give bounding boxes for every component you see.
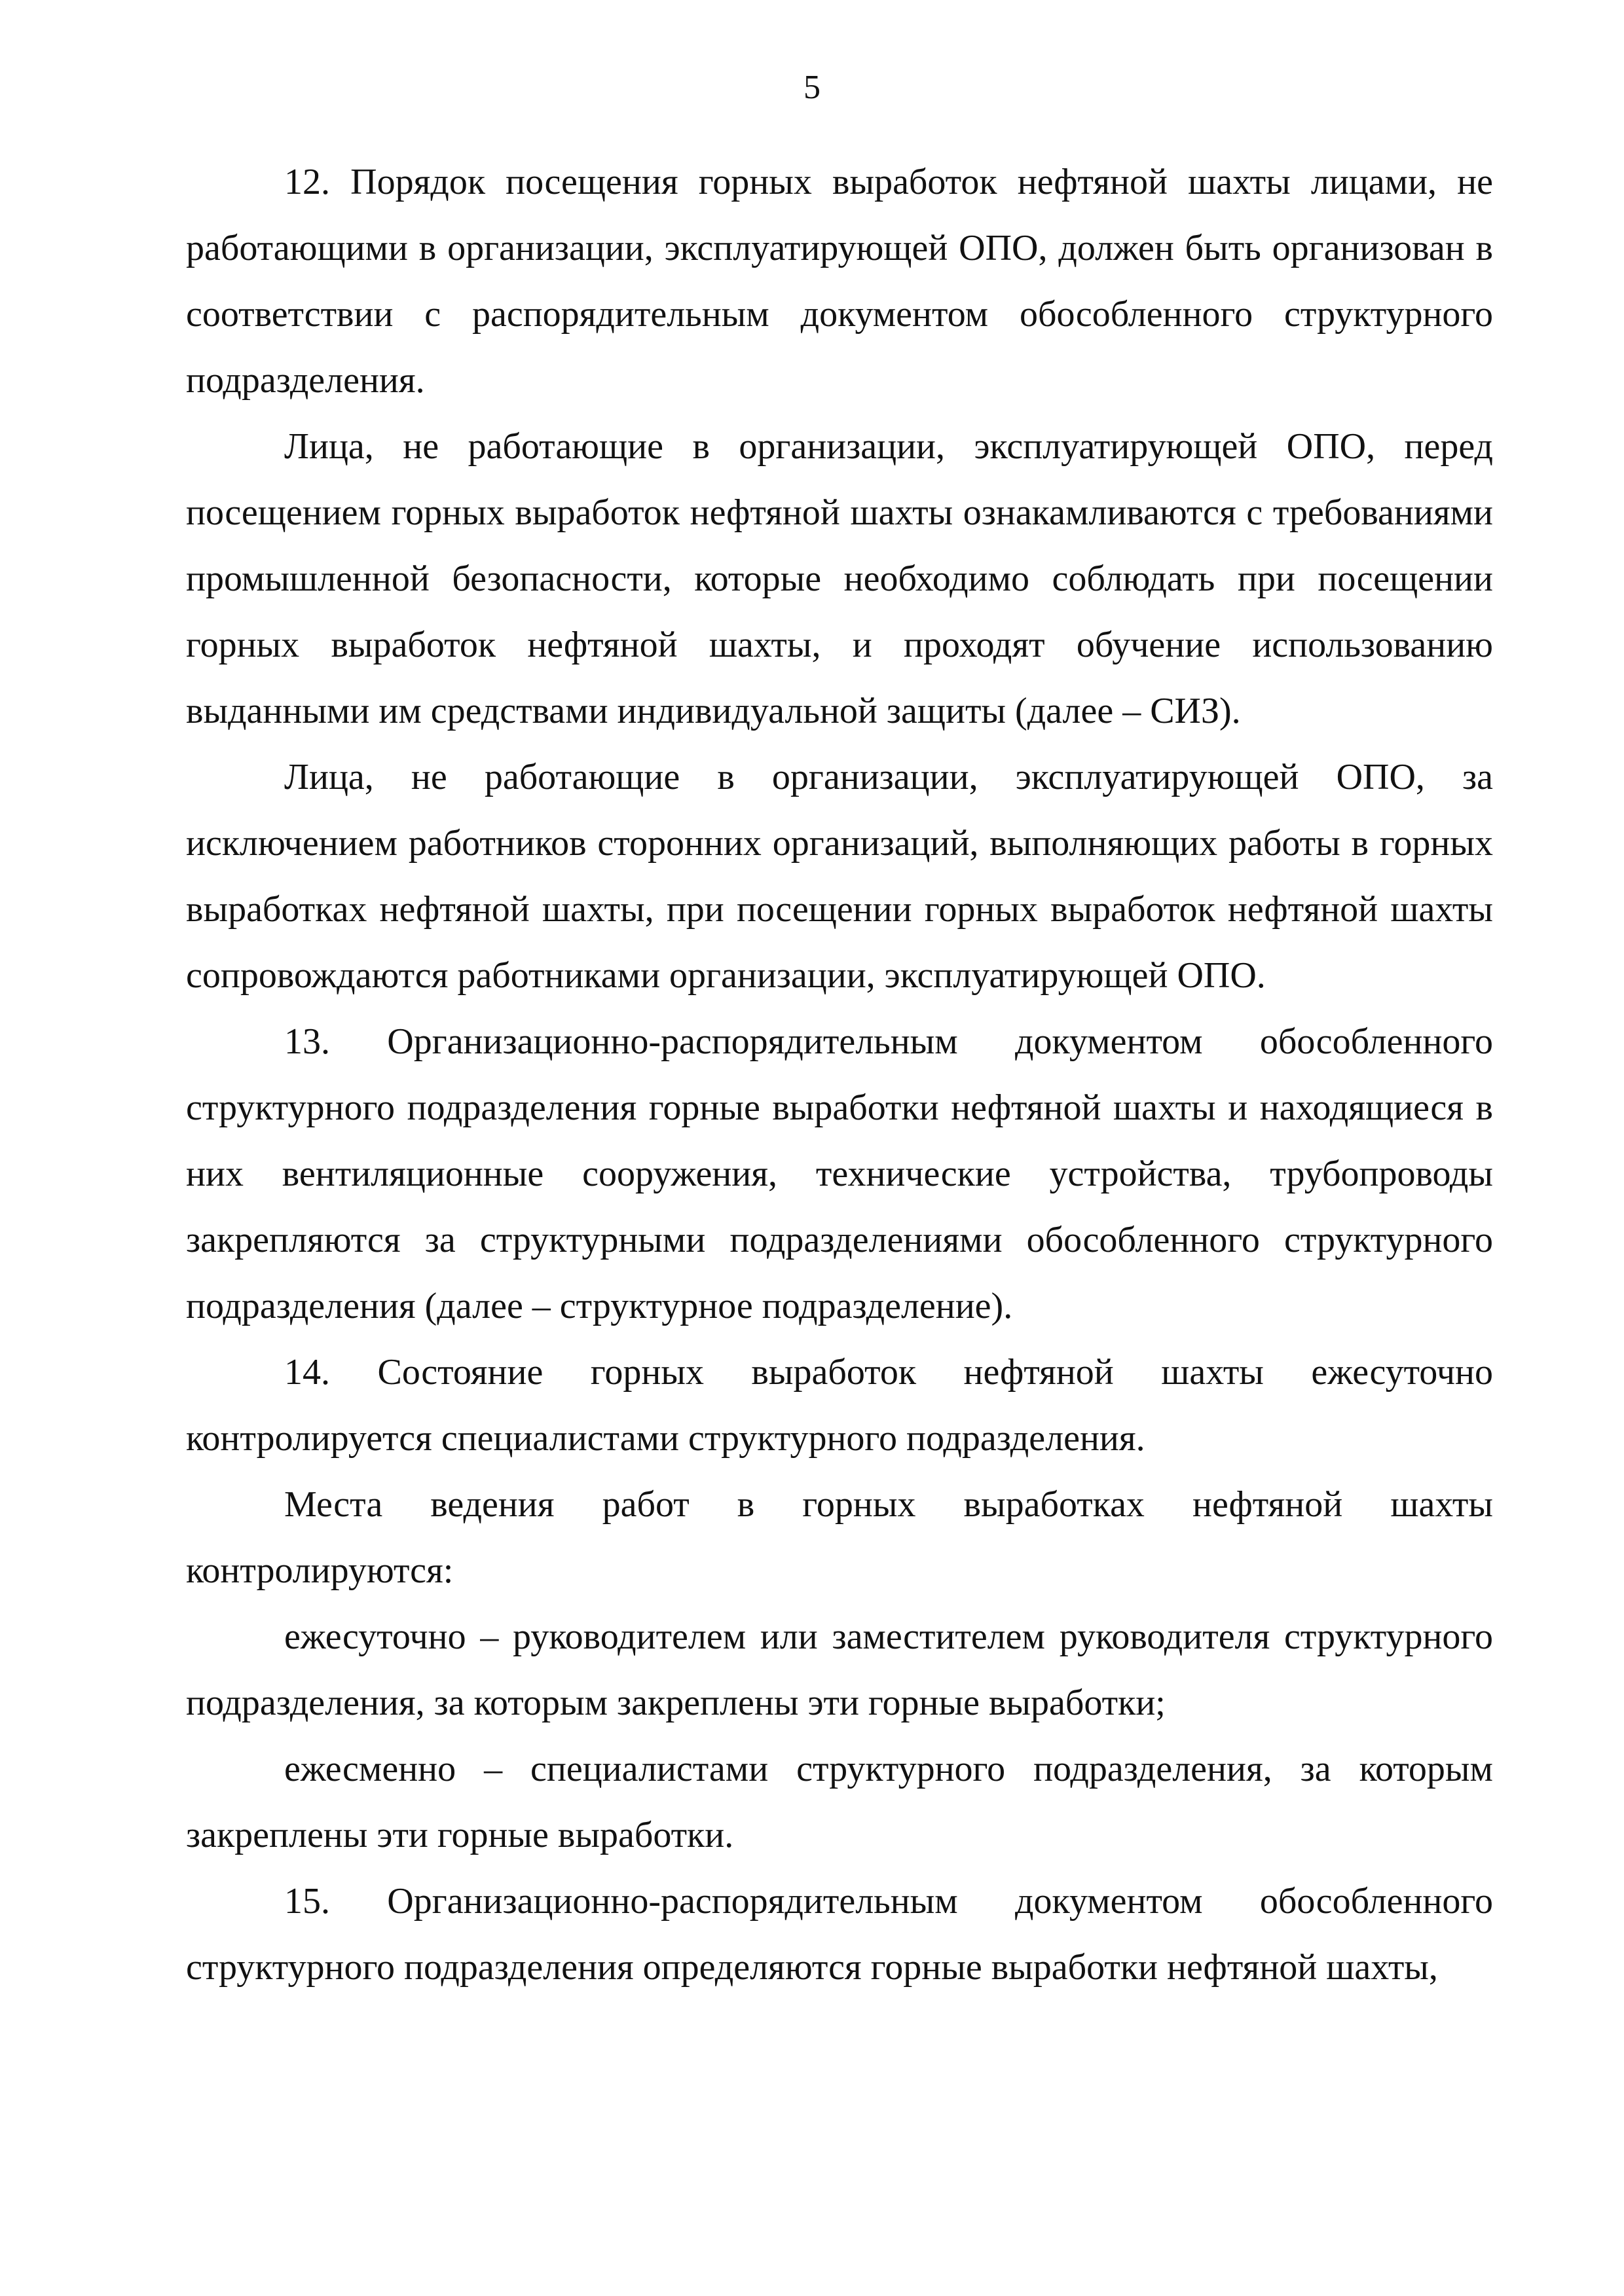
paragraph-15-determination: 15. Организационно-распорядительным документом обособленного структурного подразделения определяются горные выработки нефтяной шахты,: [186, 1881, 1493, 1988]
paragraph-per-shift-by-specialists: ежесменно – специалистами структурного подразделения, за которым закреплены эти горные выработки.: [186, 1749, 1493, 1855]
page-number: 5: [803, 69, 821, 106]
paragraph-13-assignment: 13. Организационно-распорядительным документом обособленного структурного подразделения горные выработки нефтяной шахты и находящиеся в них вентиляционные сооружения, технические устройства, трубопроводы закрепляются за структурными подразделениями обособленного структурного подразделения (далее – структурное подразделение).: [186, 1021, 1493, 1326]
document-body: [186, 149, 1493, 2001]
paragraph-12-visit-procedure: 12. Порядок посещения горных выработок нефтяной шахты лицами, не работающими в организации, эксплуатирующей ОПО, должен быть организован в соответствии с распорядительным документом обособленного структурного подразделения.: [186, 162, 1493, 401]
paragraph-visitors-escort: Лица, не работающие в организации, эксплуатирующей ОПО, за исключением работников сторонних организаций, выполняющих работы в горных выработках нефтяной шахты, при посещении горных выработок нефтяной шахты сопровождаются работниками организации, эксплуатирующей ОПО.: [186, 757, 1493, 996]
paragraph-daily-by-manager: ежесуточно – руководителем или заместителем руководителя структурного подразделения, за которым закреплены эти горные выработки;: [186, 1616, 1493, 1723]
paragraph-visitors-briefing: Лица, не работающие в организации, эксплуатирующей ОПО, перед посещением горных выработок нефтяной шахты ознакамливаются с требованиями промышленной безопасности, которые необходимо соблюдать при посещении горных выработок нефтяной шахты, и проходят обучение использованию выданными им средствами индивидуальной защиты (далее – СИЗ).: [186, 426, 1493, 731]
paragraph-work-places-control: Места ведения работ в горных выработках нефтяной шахты контролируются:: [186, 1484, 1493, 1591]
paragraph-14-daily-control: 14. Состояние горных выработок нефтяной шахты ежесуточно контролируется специалистами структурного подразделения.: [186, 1352, 1493, 1459]
